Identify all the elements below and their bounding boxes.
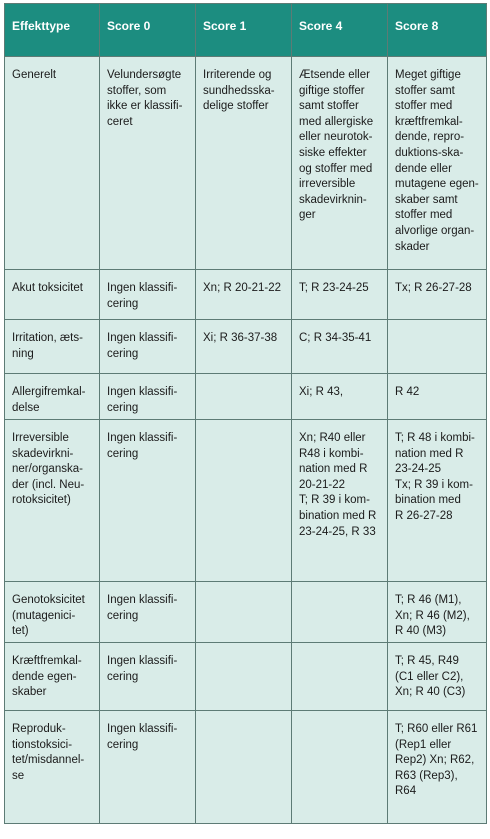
table-cell: T; R 23-24-25 [292,270,388,320]
table-cell: T; R60 eller R61 (Rep1 eller Rep2) Xn; R62, R63 (Rep3), R64 [388,711,487,824]
table-cell: Xi; R 43, [292,374,388,420]
header-row [5,4,487,57]
table-row [5,374,487,420]
table-cell [196,420,292,582]
table-cell [292,643,388,711]
row-label: Kræftfremkal- dende egen- skaber [5,643,100,711]
header-score-0: Score 0 [100,4,196,57]
table-cell: R 42 [388,374,487,420]
table-cell: Velundersøgte stoffer, som ikke er klassifi- ceret [100,57,196,270]
table-cell: Ingen klassifi- cering [100,711,196,824]
effect-score-table [4,3,487,824]
table-cell: Xn; R40 eller R48 i kombi- nation med R 20-21-22 T; R 39 i kom- bination med R 23-24-25, R 33 [292,420,388,582]
table-cell: Tx; R 26-27-28 [388,270,487,320]
row-label: Generelt [5,57,100,270]
table-cell: Ingen klassifi- cering [100,420,196,582]
row-label: Allergifremkal- delse [5,374,100,420]
table-cell [196,374,292,420]
table-cell: Ingen klassifi- cering [100,320,196,374]
table-cell: Ætsende eller giftige stoffer samt stoffer med allergiske eller neurotok- siske effekter og stoffer med irreversible skadevirknin- ger [292,57,388,270]
table-cell: Xi; R 36-37-38 [196,320,292,374]
table-cell: Irriterende og sundhedsska- delige stoffer [196,57,292,270]
header-score-8: Score 8 [388,4,487,57]
row-label: Irritation, æts- ning [5,320,100,374]
header-effekttype: Effekttype [5,4,100,57]
table-cell: Ingen klassifi- cering [100,270,196,320]
row-label: Irreversible skadevirkni- ner/organska- der (incl. Neu- rotoksicitet) [5,420,100,582]
table-cell: T; R 45, R49 (C1 eller C2), Xn; R 40 (C3) [388,643,487,711]
table-cell [196,582,292,643]
table-cell: T; R 48 i kombi- nation med R 23-24-25 Tx; R 39 i kom- bination med R 26-27-28 [388,420,487,582]
table-cell [292,711,388,824]
table-cell: Xn; R 20-21-22 [196,270,292,320]
header-score-1: Score 1 [196,4,292,57]
table-cell [196,643,292,711]
table-cell [292,582,388,643]
table-cell: Ingen klassifi- cering [100,374,196,420]
table-row [5,582,487,643]
row-label: Reproduk- tionstoksici- tet/misdannel- se [5,711,100,824]
table-cell: Meget giftige stoffer samt stoffer med kræftfremkal- dende, repro- duktions-ska- dende eller mutagene egen- skaber samt stoffer med alvorlige organ- skader [388,57,487,270]
table-cell: C; R 34-35-41 [292,320,388,374]
table-cell [196,711,292,824]
table-cell: Ingen klassifi- cering [100,582,196,643]
table-row [5,57,487,270]
table-row [5,420,487,582]
table-cell [388,320,487,374]
table-row [5,643,487,711]
table-row [5,320,487,374]
row-label: Genotoksicitet (mutagenici- tet) [5,582,100,643]
table-row [5,711,487,824]
table-cell: T; R 46 (M1), Xn; R 46 (M2), R 40 (M3) [388,582,487,643]
row-label: Akut toksicitet [5,270,100,320]
table-cell: Ingen klassifi- cering [100,643,196,711]
header-score-4: Score 4 [292,4,388,57]
table-row [5,270,487,320]
